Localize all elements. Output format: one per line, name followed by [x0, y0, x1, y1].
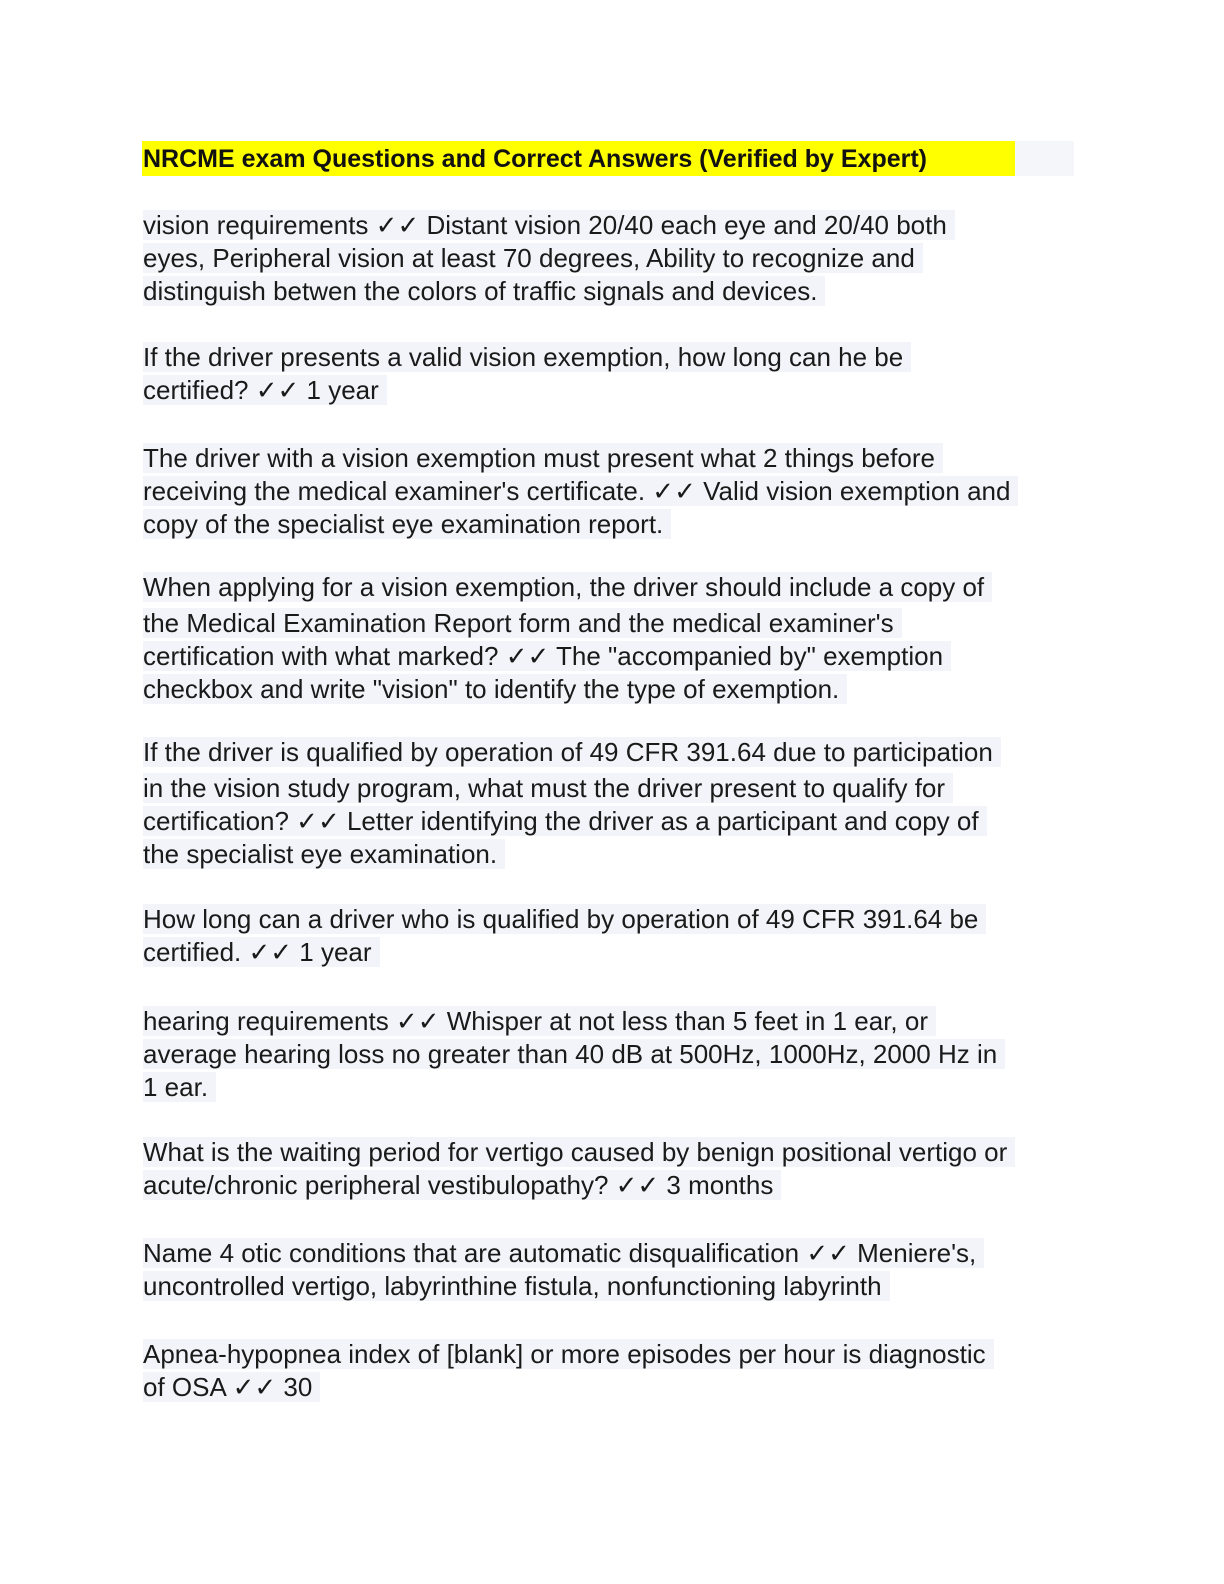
qa-item-exemption-application	[143, 571, 992, 706]
qa-item-vision-requirements	[143, 209, 955, 308]
qa-line: vision requirements ✓✓ Distant vision 20/40 each eye and 20/40 both	[143, 209, 955, 242]
qa-item-hearing-requirements	[143, 1005, 1005, 1104]
qa-line: How long can a driver who is qualified by operation of 49 CFR 391.64 be	[143, 900, 986, 936]
qa-line: certified? ✓✓ 1 year	[143, 374, 911, 407]
qa-line: certification with what marked? ✓✓ The "accompanied by" exemption	[143, 640, 992, 673]
qa-line: 1 ear.	[143, 1071, 1005, 1104]
qa-line: Apnea-hypopnea index of [blank] or more episodes per hour is diagnostic	[143, 1335, 994, 1371]
qa-line: acute/chronic peripheral vestibulopathy? ✓✓ 3 months	[143, 1169, 1015, 1202]
qa-line: certification? ✓✓ Letter identifying the driver as a participant and copy of	[143, 805, 1001, 838]
qa-line: If the driver presents a valid vision exemption, how long can he be	[143, 338, 911, 374]
qa-line: average hearing loss no greater than 40 dB at 500Hz, 1000Hz, 2000 Hz in	[143, 1038, 1005, 1071]
qa-item-exemption-documents	[143, 439, 1018, 541]
document-title: NRCME exam Questions and Correct Answers (Verified by Expert)	[143, 145, 928, 173]
qa-line: distinguish betwen the colors of traffic signals and devices.	[143, 275, 955, 308]
qa-item-vision-study-program	[143, 736, 1001, 871]
qa-line: receiving the medical examiner's certificate. ✓✓ Valid vision exemption and	[143, 475, 1018, 508]
qa-line: in the vision study program, what must the driver present to qualify for	[143, 769, 1001, 805]
qa-line: What is the waiting period for vertigo caused by benign positional vertigo or	[143, 1133, 1015, 1169]
qa-line: certified. ✓✓ 1 year	[143, 936, 986, 969]
qa-item-391-64-duration	[143, 900, 986, 969]
qa-item-apnea-hypopnea-index	[143, 1335, 994, 1404]
qa-line: the Medical Examination Report form and the medical examiner's	[143, 604, 992, 640]
qa-item-exemption-duration	[143, 338, 911, 407]
qa-line: If the driver is qualified by operation of 49 CFR 391.64 due to participation	[143, 736, 1001, 769]
qa-item-otic-conditions	[143, 1237, 984, 1303]
qa-line: uncontrolled vertigo, labyrinthine fistula, nonfunctioning labyrinth	[143, 1270, 984, 1303]
qa-line: the specialist eye examination.	[143, 838, 1001, 871]
qa-line: eyes, Peripheral vision at least 70 degrees, Ability to recognize and	[143, 242, 955, 275]
qa-line: The driver with a vision exemption must present what 2 things before	[143, 439, 1018, 475]
qa-line: of OSA ✓✓ 30	[143, 1371, 994, 1404]
qa-line: checkbox and write "vision" to identify the type of exemption.	[143, 673, 992, 706]
qa-line: When applying for a vision exemption, the driver should include a copy of	[143, 571, 992, 604]
qa-line: copy of the specialist eye examination report.	[143, 508, 1018, 541]
qa-item-vertigo-waiting-period	[143, 1133, 1015, 1202]
qa-line: hearing requirements ✓✓ Whisper at not less than 5 feet in 1 ear, or	[143, 1005, 1005, 1038]
qa-line: Name 4 otic conditions that are automatic disqualification ✓✓ Meniere's,	[143, 1237, 984, 1270]
